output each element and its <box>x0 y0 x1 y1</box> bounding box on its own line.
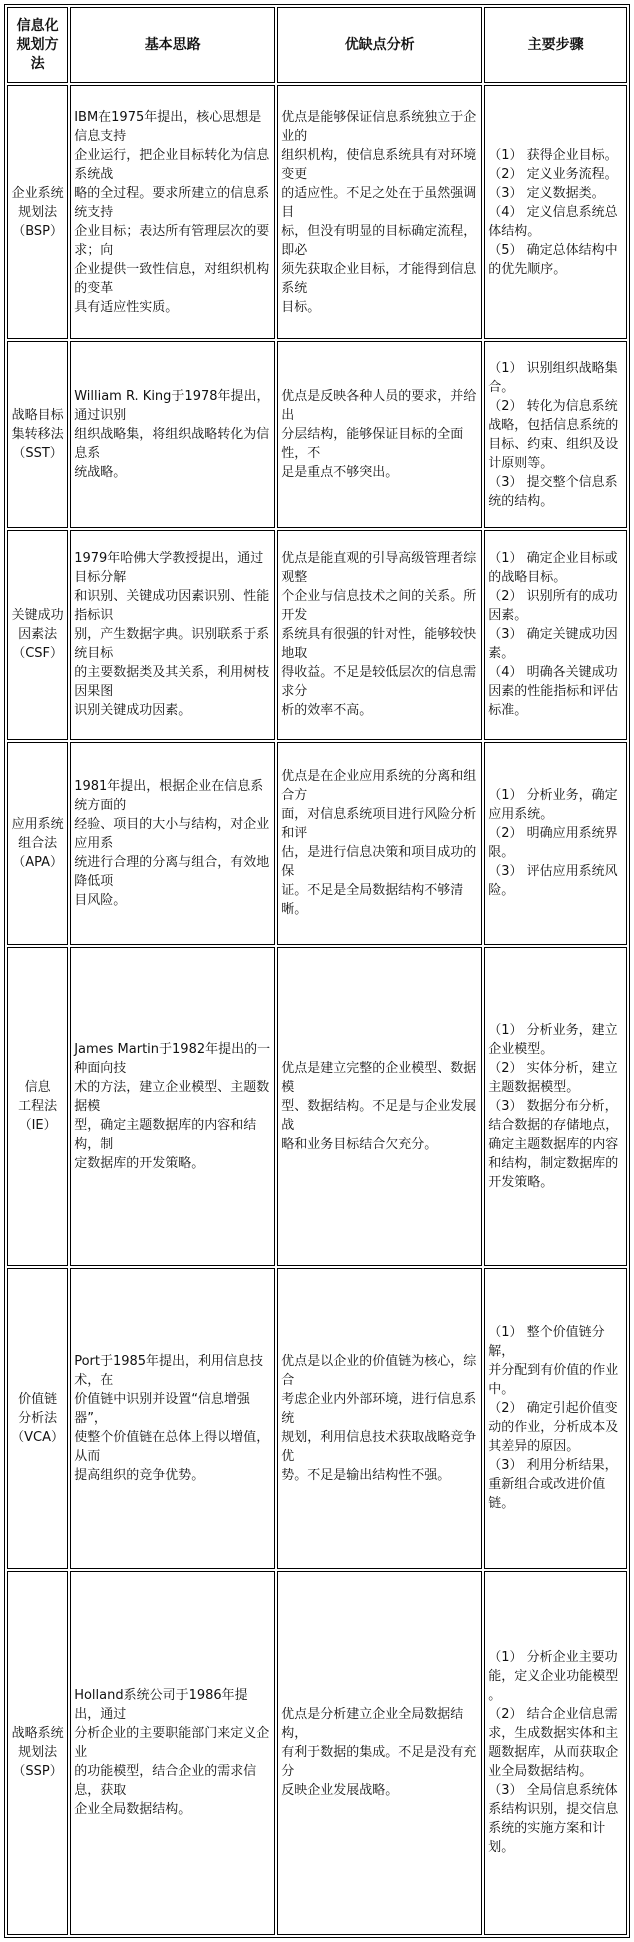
method-line: （BSP） <box>12 223 63 239</box>
idea-line: 具有适应性实质。 <box>74 299 179 315</box>
header-idea: 基本思路 <box>70 7 275 83</box>
steps-line: （3） 提交整个信息系统的结构。 <box>488 474 618 509</box>
steps-line: （2） 转化为信息系统战略，包括信息系统的目标、约束、组织及设计原则等。 <box>488 398 619 471</box>
steps-line: （1） 确定企业目标或的战略目标。 <box>488 551 618 586</box>
steps-line: 企业模型。 <box>488 1042 554 1058</box>
steps-line: （1） 识别组织战略集合。 <box>488 360 618 395</box>
steps-line: 。 <box>488 1688 502 1704</box>
idea-line: 组织战略集，将组织战略转化为信息系 <box>74 427 270 462</box>
table-body <box>7 85 627 1935</box>
steps-cell <box>484 947 627 1266</box>
steps-line: 主题数据模型。 <box>488 1080 580 1096</box>
proscons-line: 组织机构，使信息系统具有对环境变更 <box>281 147 477 182</box>
idea-line: 别，产生数据字典。识别联系于系统目标 <box>74 627 270 662</box>
method-line: 分析法 <box>18 1410 58 1426</box>
proscons-cell <box>277 947 482 1266</box>
steps-line: 求，生成数据实体和主 <box>488 1726 619 1742</box>
idea-line: 术的方法，建立企业模型、主题数据模 <box>74 1080 270 1115</box>
table-row <box>7 1268 627 1568</box>
method-cell <box>7 1268 68 1568</box>
idea-cell <box>70 947 275 1266</box>
idea-cell <box>70 1571 275 1935</box>
steps-line: 确定主题数据库的内容 <box>488 1137 619 1153</box>
proscons-line: 的适应性。不足之处在于虽然强调目 <box>281 185 477 220</box>
steps-line: 并分配到有价值的作业 <box>488 1363 619 1379</box>
idea-cell <box>70 85 275 339</box>
method-line: 规划法 <box>18 204 58 220</box>
proscons-line: 规划，利用信息技术获取战略竞争优 <box>281 1429 477 1464</box>
idea-line: James Martin于1982年提出的一种面向技 <box>74 1042 271 1077</box>
steps-line: 系统的实施方案和计 <box>488 1821 606 1837</box>
proscons-line: 优点是分析建立企业全局数据结构， <box>281 1707 464 1742</box>
proscons-line: 须先获取企业目标，才能得到信息系统 <box>281 261 477 296</box>
proscons-line: 型、数据结构。不足是与企业发展战 <box>281 1099 477 1134</box>
method-line: 规划法 <box>18 1745 58 1761</box>
method-cell <box>7 742 68 945</box>
proscons-cell <box>277 1268 482 1568</box>
steps-cell <box>484 1268 627 1568</box>
steps-line: （1） 分析业务，确定应用系统。 <box>488 788 618 823</box>
proscons-line: 优点是能直观的引导高级管理者综观整 <box>281 551 477 586</box>
steps-line: （1） 分析企业主要功 <box>488 1650 618 1666</box>
steps-line: 动的作业，分析成本及 <box>488 1420 619 1436</box>
idea-line: 企业提供一致性信息，对组织机构的变革 <box>74 261 270 296</box>
steps-line: （2） 定义业务流程。 <box>488 166 618 182</box>
steps-line: 重新组合或改进价值 <box>488 1477 606 1493</box>
proscons-line: 反映企业发展战略。 <box>281 1783 399 1799</box>
proscons-line: 优点是以企业的价值链为核心，综合 <box>281 1353 477 1388</box>
proscons-line: 足是重点不够突出。 <box>281 465 399 481</box>
proscons-line: 面，对信息系统项目进行风险分析和评 <box>281 807 477 842</box>
table-row <box>7 85 627 339</box>
proscons-line: 势。不足是输出结构性不强。 <box>281 1467 451 1483</box>
idea-line: 分析企业的主要职能部门来定义企业 <box>74 1726 270 1761</box>
proscons-line: 系统具有很强的针对性，能够较快地取 <box>281 627 477 662</box>
steps-cell <box>484 85 627 339</box>
method-cell <box>7 530 68 739</box>
steps-line: 划。 <box>488 1840 515 1856</box>
idea-line: 统进行合理的分离与组合，有效地降低项 <box>74 854 270 889</box>
steps-line: （1） 分析业务，建立 <box>488 1023 618 1039</box>
idea-line: 目风险。 <box>74 892 127 908</box>
header-steps: 主要步骤 <box>484 7 627 83</box>
steps-line: 中。 <box>488 1382 515 1398</box>
method-line: 组合法 <box>18 835 58 851</box>
idea-line: 和识别、关键成功因素识别、性能指标识 <box>74 589 270 624</box>
idea-line: 型，确定主题数据库的内容和结构，制 <box>74 1118 257 1153</box>
steps-line: 题数据库，从而获取企 <box>488 1745 619 1761</box>
method-line: （SST） <box>12 446 63 462</box>
method-cell <box>7 85 68 339</box>
proscons-line: 考虑企业内外部环境，进行信息系统 <box>281 1391 477 1426</box>
idea-line: IBM在1975年提出，核心思想是信息支持 <box>74 109 262 144</box>
steps-line: （3） 数据分布分析， <box>488 1099 618 1115</box>
method-line: （SSP） <box>12 1764 63 1780</box>
method-line: 集转移法 <box>11 427 64 443</box>
table-row <box>7 742 627 945</box>
steps-cell <box>484 341 627 528</box>
steps-line: （4） 明确各关键成功因素的性能指标和评估标准。 <box>488 665 619 719</box>
method-line: （CSF） <box>12 646 63 662</box>
proscons-line: 优点是反映各种人员的要求，并给出 <box>281 389 477 424</box>
steps-line: 其差异的原因。 <box>488 1439 580 1455</box>
steps-line: （1） 整个价值链分解， <box>488 1325 605 1360</box>
proscons-line: 估，是进行信息决策和项目成功的保 <box>281 845 477 880</box>
steps-line: 系结构识别，提交信息 <box>488 1802 619 1818</box>
proscons-cell <box>277 742 482 945</box>
idea-cell <box>70 1268 275 1568</box>
proscons-cell <box>277 530 482 739</box>
steps-line: 和结构，制定数据库的 <box>488 1156 619 1172</box>
steps-line: 结合数据的存储地点， <box>488 1118 619 1134</box>
idea-cell <box>70 742 275 945</box>
proscons-cell <box>277 1571 482 1935</box>
method-line: 企业系统 <box>11 185 64 201</box>
method-line: 工程法 <box>18 1099 58 1115</box>
method-line: 战略目标 <box>11 408 64 424</box>
idea-line: Holland系统公司于1986年提出，通过 <box>74 1688 248 1723</box>
table-row <box>7 947 627 1266</box>
idea-line: 1979年哈佛大学教授提出，通过目标分解 <box>74 551 264 586</box>
idea-line: 经验、项目的大小与结构，对企业应用系 <box>74 816 270 851</box>
steps-line: （2） 识别所有的成功因素。 <box>488 589 618 624</box>
steps-line: （3） 全局信息系统体 <box>488 1783 618 1799</box>
steps-line: （3） 评估应用系统风险。 <box>488 864 618 899</box>
idea-line: 略的全过程。要求所建立的信息系统支持 <box>74 185 270 220</box>
method-line: （IE） <box>18 1118 57 1134</box>
proscons-line: 优点是在企业应用系统的分离和组合方 <box>281 769 477 804</box>
proscons-line: 个企业与信息技术之间的关系。所开发 <box>281 589 477 624</box>
steps-line: （4） 定义信息系统总体结构。 <box>488 204 618 239</box>
method-line: （APA） <box>12 854 63 870</box>
steps-line: （2） 实体分析，建立 <box>488 1061 618 1077</box>
steps-line: 能，定义企业功能模型 <box>488 1669 619 1685</box>
steps-line: 链。 <box>488 1496 515 1512</box>
steps-line: （5） 确定总体结构中的优先顺序。 <box>488 242 618 277</box>
method-line: 信息 <box>24 1080 51 1096</box>
proscons-line: 析的效率不高。 <box>281 703 373 719</box>
idea-line: 提高组织的竞争优势。 <box>74 1467 205 1483</box>
method-line: 价值链 <box>18 1391 58 1407</box>
idea-line: 使整个价值链在总体上得以增值，从而 <box>74 1429 270 1464</box>
header-method: 信息化规划方法 <box>7 7 68 83</box>
method-line: 关键成功 <box>11 608 64 624</box>
proscons-line: 得收益。不足是较低层次的信息需求分 <box>281 665 477 700</box>
method-line: 战略系统 <box>11 1726 64 1742</box>
steps-line: （2） 确定引起价值变 <box>488 1401 618 1417</box>
steps-cell <box>484 742 627 945</box>
idea-line: 统战略。 <box>74 465 127 481</box>
proscons-cell <box>277 341 482 528</box>
idea-line: 企业目标；表达所有管理层次的要求；向 <box>74 223 270 258</box>
table-row <box>7 1571 627 1935</box>
idea-line: William R. King于1978年提出，通过识别 <box>74 389 270 424</box>
steps-cell <box>484 1571 627 1935</box>
proscons-line: 分层结构，能够保证目标的全面性，不 <box>281 427 464 462</box>
proscons-line: 优点是能够保证信息系统独立于企业的 <box>281 109 477 144</box>
steps-line: （2） 明确应用系统界限。 <box>488 826 618 861</box>
proscons-line: 目标。 <box>281 299 321 315</box>
method-cell <box>7 947 68 1266</box>
header-row <box>7 7 627 83</box>
idea-line: 价值链中识别并设置“信息增强器”， <box>74 1391 250 1426</box>
idea-line: 企业运行，把企业目标转化为信息系统战 <box>74 147 270 182</box>
idea-cell <box>70 530 275 739</box>
table-row <box>7 530 627 739</box>
idea-line: 的功能模型，结合企业的需求信息，获取 <box>74 1764 257 1799</box>
proscons-line: 证。不足是全局数据结构不够清晰。 <box>281 883 464 918</box>
proscons-line: 优点是建立完整的企业模型、数据模 <box>281 1061 477 1096</box>
method-line: 因素法 <box>18 627 58 643</box>
method-cell <box>7 341 68 528</box>
isp-methods-table <box>4 4 630 1938</box>
idea-line: 定数据库的开发策略。 <box>74 1156 205 1172</box>
header-proscons: 优缺点分析 <box>277 7 482 83</box>
idea-line: Port于1985年提出，利用信息技术，在 <box>74 1353 264 1388</box>
method-line: 应用系统 <box>11 816 64 832</box>
method-line: （VCA） <box>11 1429 65 1445</box>
idea-line: 企业全局数据结构。 <box>74 1802 192 1818</box>
idea-cell <box>70 341 275 528</box>
steps-line: （2） 结合企业信息需 <box>488 1707 618 1723</box>
proscons-line: 标，但没有明显的目标确定流程，即必 <box>281 223 477 258</box>
steps-line: （1） 获得企业目标。 <box>488 147 618 163</box>
steps-line: （3） 定义数据类。 <box>488 185 605 201</box>
proscons-cell <box>277 85 482 339</box>
steps-line: （3） 利用分析结果， <box>488 1458 618 1474</box>
proscons-line: 略和业务目标结合欠充分。 <box>281 1137 438 1153</box>
method-cell <box>7 1571 68 1935</box>
steps-line: 开发策略。 <box>488 1175 554 1191</box>
idea-line: 1981年提出，根据企业在信息系统方面的 <box>74 778 264 813</box>
proscons-line: 有利于数据的集成。不足是没有充分 <box>281 1745 477 1780</box>
table-row <box>7 341 627 528</box>
steps-line: （3） 确定关键成功因素。 <box>488 627 618 662</box>
steps-cell <box>484 530 627 739</box>
steps-line: 业全局数据结构。 <box>488 1764 593 1780</box>
idea-line: 的主要数据类及其关系，利用树枝因果图 <box>74 665 270 700</box>
idea-line: 识别关键成功因素。 <box>74 703 192 719</box>
